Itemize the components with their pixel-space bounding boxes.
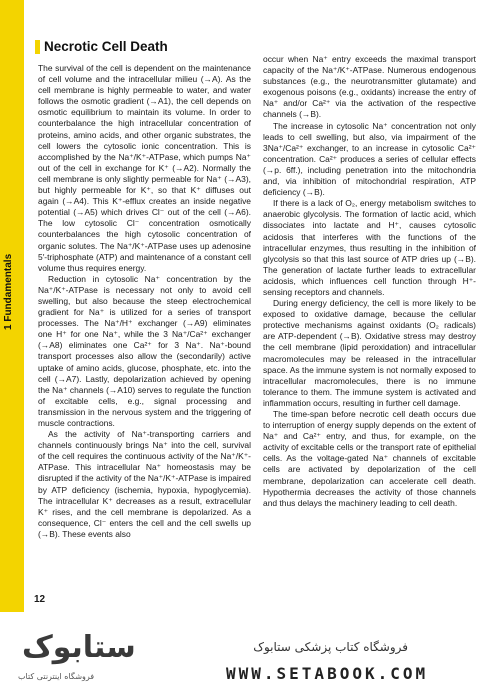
paragraph: Reduction in cytosolic Na⁺ concentration by the Na⁺/K⁺-ATPase is necessary not only to avoid cell swelling, but also because the steep electrochemical gradient for Na⁺ is utilized for a series of transport processes. The Na⁺/H⁺ exchanger (→A9) eliminates one H⁺ for one Na⁺, while the 3 Na⁺/Ca²⁺ exchanger (→A8) eliminates one Ca²⁺ for 3 Na⁺. Na⁺-bound transport processes also allow the (secondarily) active uptake of amino acids, glucose, phosphate, etc. into the cell (→A7). Lastly, depolarization achieved by opening the Na⁺ channels (→A10) serves to regulate the function of excitable cells, e.g., signal processing and transmission in the nervous system and the triggering of muscle contractions.	[38, 273, 251, 428]
paragraph: The time-span before necrotic cell death occurs due to interruption of energy supply depends on the extent of Na⁺ and Ca²⁺ entry, and thus, for example, on the activity of excitable cells or the transport rate of epithelial cells. As the voltage-gated Na⁺ channels of excitable cells are activated by depolarization of the cell membrane, depolarization can accelerate cell death. Hypothermia decreases the activity of those channels and thus delays the machinery leading to cell death.	[263, 409, 476, 508]
title-accent-bar	[35, 40, 40, 54]
text-column-right	[263, 54, 476, 509]
page-title: Necrotic Cell Death	[44, 39, 168, 54]
paragraph: The increase in cytosolic Na⁺ concentration not only leads to cell swelling, but also, via impairment of the 3Na⁺/Ca²⁺ exchanger, to an increase in cytosolic Ca²⁺ concentration. Ca²⁺ produces a series of cellular effects (→p. 6ff.), including penetration into the mitochondria and, via inhibition of mitochondrial respiration, ATP deficiency (→B).	[263, 120, 476, 198]
footer-watermark	[0, 614, 500, 700]
text-column-left	[38, 63, 251, 540]
paragraph: If there is a lack of O₂, energy metabolism switches to anaerobic glycolysis. The formation of lactic acid, which dissociates into lactate and H⁺, causes cytosolic acidosis that interferes with the functions of the intracellular enzymes, thus resulting in the inhibition of glycolysis so that this last source of ATP dries up (→B). The generation of lactate further leads to extracellular acidosis, which influences cell function through H⁺-sensing receptors and channels.	[263, 198, 476, 297]
paragraph: occur when Na⁺ entry exceeds the maximal transport capacity of the Na⁺/K⁺-ATPase. Numerous endogenous substances (e.g., the neurotransmitter glutamate) and exogenous poisons (e.g., oxidants) increase the entry of Na⁺ and/or Ca²⁺ via the activation of the respective channels (→B).	[263, 54, 476, 120]
store-url[interactable]: WWW.SETABOOK.COM	[226, 664, 429, 683]
chapter-label: 1 Fundamentals	[3, 253, 14, 330]
store-title: فروشگاه کتاب پزشکی ستابوک	[253, 640, 408, 654]
paragraph: As the activity of Na⁺-transporting carriers and channels continuously brings Na⁺ into the cell, survival of the cell requires the continuous activity of the Na⁺/K⁺-ATPase. This intracellular Na⁺ homeostasis may be disrupted if the activity of the Na⁺/K⁺-ATPase is impaired by ATP deficiency (ischemia, hypoxia, hypoglycemia). The intracellular K⁺ decreases as a result, extracellular K⁺ rises, and the cell membrane is depolarized. As a consequence, Cl⁻ enters the cell and the cell swells up (→B). These events also	[38, 429, 251, 539]
page-number: 12	[34, 594, 46, 605]
logo-text: ستابوک	[22, 630, 136, 665]
paragraph: During energy deficiency, the cell is more likely to be exposed to oxidative damage, because the cellular protective mechanisms against oxidants (O₂ radicals) are ATP-dependent (→B). Oxidative stress may destroy the cell membrane (lipid peroxidation) and intracellular macromolecules may be released in the intracellular space. As the immune system is not normally exposed to intracellular macromolecules, there is no immune tolerance to them. The immune system is activated and inflammation occurs, resulting in further cell damage.	[263, 298, 476, 408]
logo-subtitle: فروشگاه اینترنتی کتاب	[18, 672, 95, 681]
paragraph: The survival of the cell is dependent on the maintenance of cell volume and the intracellular milieu (→A). As the cell membrane is highly permeable to water, and water follows the osmotic gradient (→A1), the cell depends on osmotic equilibrium to maintain its volume. In order to counterbalance the high intracellular concentration of proteins, amino acids, and other organic substrates, the cell lowers the cytosolic ionic concentration. This is accomplished by the Na⁺/K⁺-ATPase, which pumps Na⁺ out of the cell in exchange for K⁺ (→A2). Normally the cell membrane is only slightly permeable for Na⁺ (→A3), but highly permeable for K⁺, so that K⁺ diffuses out again (→A4). This K⁺-efflux creates an inside negative potential (→A5) which drives Cl⁻ out of the cell (→A6). The low cytosolic Cl⁻ concentration osmotically counterbalances the high cytosolic concentration of organic solutes. The Na⁺/K⁺-ATPase uses up adenosine 5′-triphosphate (ATP) and maintenance of a constant cell volume thus requires energy.	[38, 63, 251, 273]
store-logo	[10, 630, 136, 688]
